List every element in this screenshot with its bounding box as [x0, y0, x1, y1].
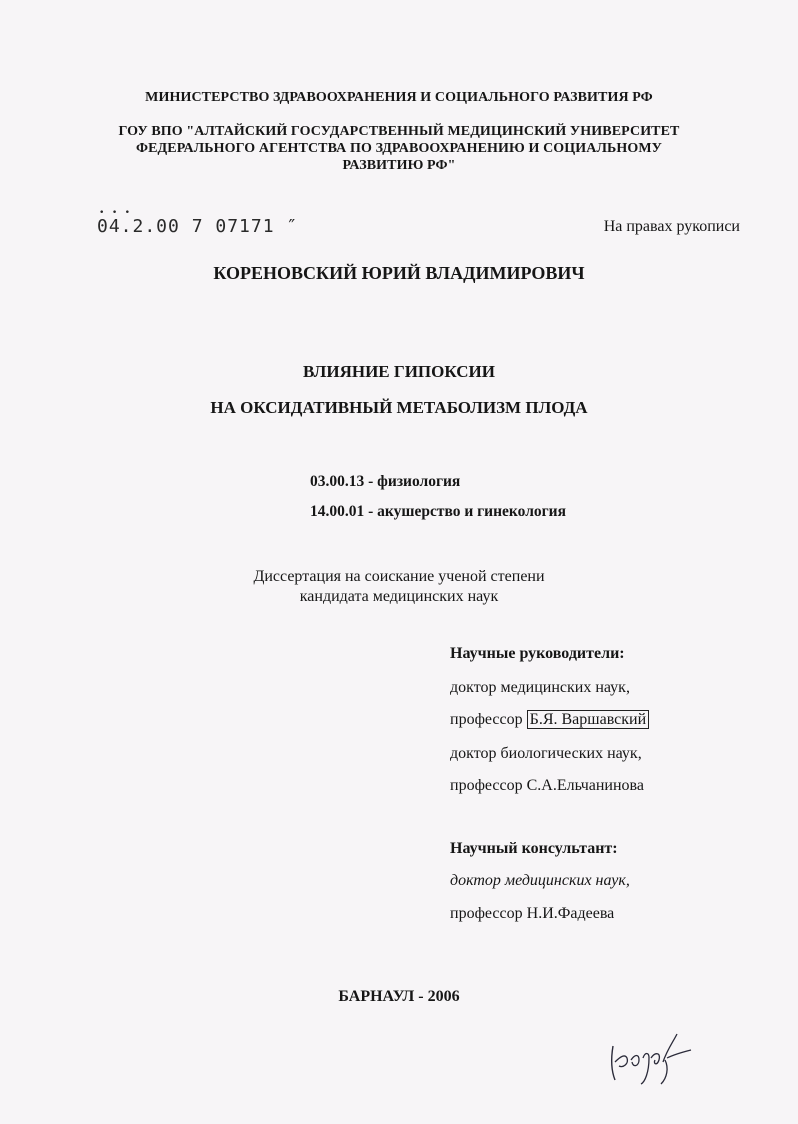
ministry-header: МИНИСТЕРСТВО ЗДРАВООХРАНЕНИЯ И СОЦИАЛЬНОГО РАЗВИТИЯ РФ [145, 90, 653, 105]
university-line-1: ГОУ ВПО "АЛТАЙСКИЙ ГОСУДАРСТВЕННЫЙ МЕДИЦИНСКИЙ УНИВЕРСИТЕТ [118, 124, 680, 139]
supervisors-heading: Научные руководители: [450, 645, 625, 662]
title-line-1: ВЛИЯНИЕ ГИПОКСИИ [302, 362, 495, 381]
university-line-3: РАЗВИТИЮ РФ" [342, 158, 456, 173]
supervisor-2-name: профессор С.А.Ельчанинова [450, 777, 644, 794]
handwritten-signature [605, 1028, 695, 1088]
supervisor-1-title: профессор [450, 711, 523, 728]
consultant-name: профессор Н.И.Фадеева [450, 905, 615, 922]
consultant-heading: Научный консультант: [450, 840, 618, 857]
stamp-number: 04.2.00 7 07171 ″ [97, 216, 299, 237]
stamp-dots: • • • [99, 208, 132, 218]
city-year: БАРНАУЛ - 2006 [338, 988, 460, 1005]
author-name: КОРЕНОВСКИЙ ЮРИЙ ВЛАДИМИРОВИЧ [213, 263, 585, 283]
supervisor-1-name: Б.Я. Варшавский [527, 710, 650, 729]
university-header [0, 123, 798, 174]
supervisor-1-name-line [450, 711, 649, 729]
rights-note: На правах рукописи [603, 218, 740, 235]
title-line-2: НА ОКСИДАТИВНЫЙ МЕТАБОЛИЗМ ПЛОДА [210, 398, 588, 417]
supervisor-1-degree: доктор медицинских наук, [450, 679, 630, 696]
dissertation-line-2: кандидата медицинских наук [299, 588, 499, 605]
dissertation-line-1: Диссертация на соискание ученой степени [253, 568, 545, 585]
specialty-2: 14.00.01 - акушерство и гинекология [310, 503, 566, 520]
specialty-1: 03.00.13 - физиология [310, 473, 461, 490]
university-line-2: ФЕДЕРАЛЬНОГО АГЕНТСТВА ПО ЗДРАВООХРАНЕНИЮ И СОЦИАЛЬНОМУ [135, 141, 663, 156]
dissertation-statement [0, 567, 798, 607]
archive-stamp [97, 208, 299, 237]
supervisor-2-degree: доктор биологических наук, [450, 745, 642, 762]
consultant-degree: доктор медицинских наук, [450, 872, 630, 889]
